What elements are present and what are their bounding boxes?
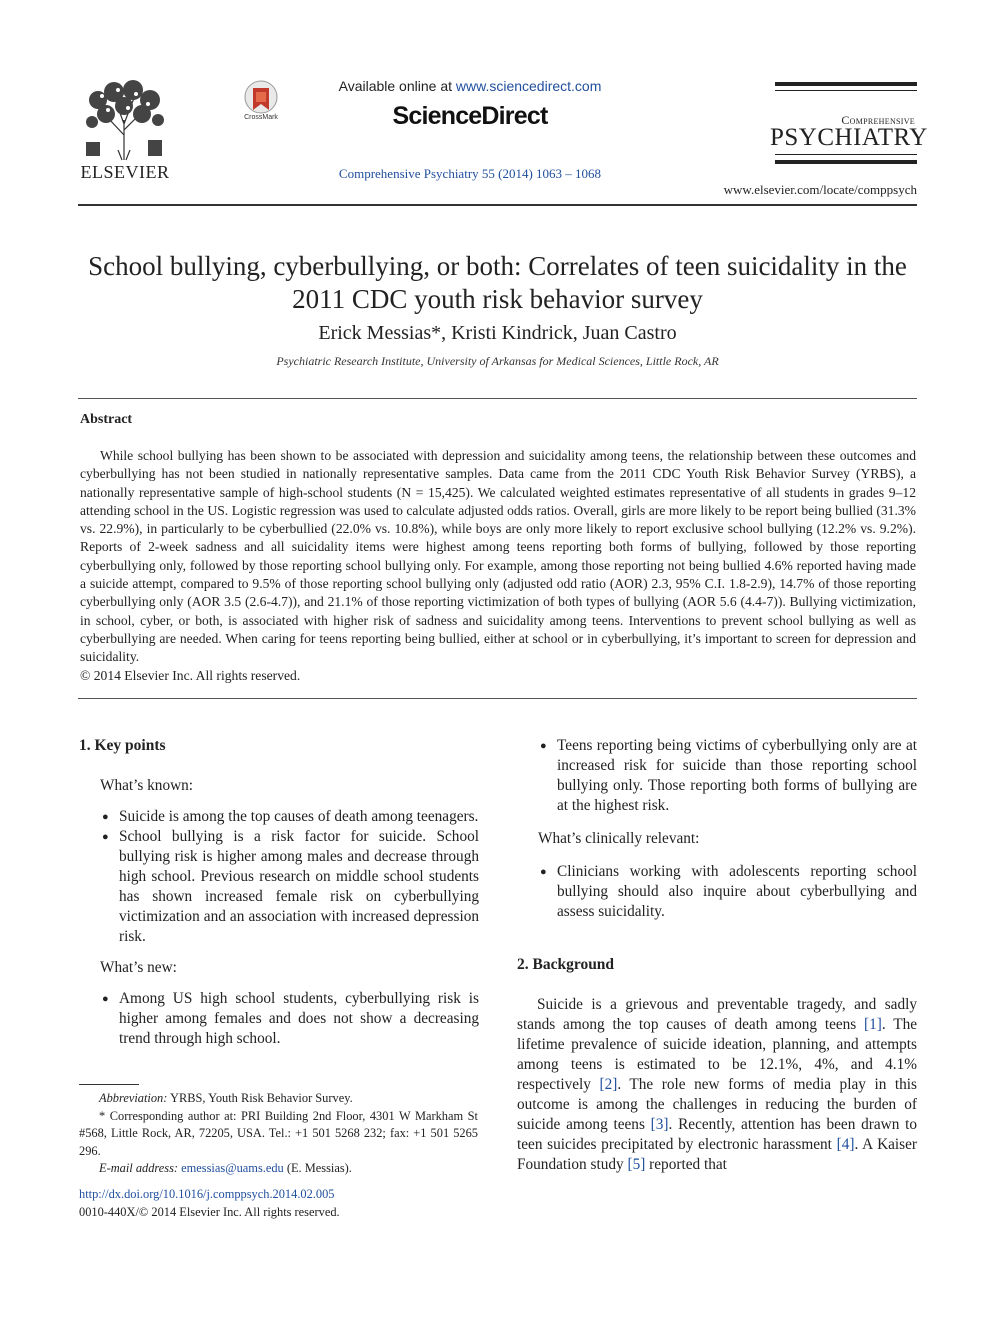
clinically-relevant-label: What’s clinically relevant: [538, 830, 700, 847]
issn-line: 0010-440X/© 2014 Elsevier Inc. All rights reserved. [79, 1204, 340, 1219]
clinically-relevant-list [517, 862, 917, 922]
available-online-line [300, 78, 640, 94]
whats-known-list [79, 807, 479, 947]
left-column [79, 736, 479, 1049]
journal-url[interactable]: www.elsevier.com/locate/comppsych [723, 182, 917, 197]
journal-logo-rule [775, 160, 917, 164]
email-suffix: (E. Messias). [283, 1161, 352, 1175]
available-prefix: Available online at [338, 78, 456, 94]
abstract-text: While school bullying has been shown to be associated with depression and suicidality among teens, the relationship between these outcomes and cyberbullying has not been studied in nationally representative samples. Data came from the 2011 CDC Youth Risk Behavior Survey (YRBS), a nationally representative sample of high-school students (N = 15,425). We calculated weighted estimates representative of all students in grades 9–12 attending school in the US. Logistic regression was used to calculate adjusted odds ratios. Overall, girls are more likely to be report being bullied (31.3% vs. 22.9%), in particularly to be cyberbullied (22.0% vs. 10.8%), while boys are only more likely to report exclusive school bullying (12.2% vs. 9.2%). Reports of 2-week sadness and all suicidality items were highest among teens reporting both forms of bullying, followed by those reporting cyberbullying only, followed by those reporting school bullying only. For example, among those reporting not being bullied 4.6% reported having made a suicide attempt, compared to 9.5% of those reporting school bullying only (adjusted odd ratio (AOR) 2.3, 95% C.I. 1.8-2.9), 14.7% of those reporting cyberbullying only (AOR 3.5 (2.6-4.7)), and 21.1% of those reporting victimization of both types of bullying (AOR 5.6 (4.4-7)). Bullying victimization, in school, cyber, or both, is associated with higher risk of sadness and suicidality among teens. Interventions to prevent school bullying as well as cyberbullying are needed. When caring for teens reporting being bullied, either at school or in cyberbullying, it’s important to screen for depression and suicidality. [80, 448, 916, 665]
background-text: Suicide is a grievous and preventable tragedy, and sadly stands among the top causes of death among teens [517, 996, 917, 1033]
list-item: ● Suicide is among the top causes of death among teenagers. [79, 807, 479, 827]
publisher-logo-text: ELSEVIER [80, 162, 170, 182]
journal-logo-rule [775, 90, 917, 91]
sciencedirect-link[interactable]: www.sciencedirect.com [455, 78, 602, 94]
email-footnote [79, 1160, 478, 1178]
whats-new-label: What’s new: [100, 959, 177, 976]
citation-link[interactable]: [4] [836, 1136, 855, 1153]
article-authors: Erick Messias*, Kristi Kindrick, Juan Castro [318, 322, 677, 344]
abbreviation-footnote [79, 1090, 478, 1108]
background-text: . The lifetime prevalence of suicide ideation, planning, and attempts among teens is estimated to be 12.1%, 4%, and 4.1% respectively [517, 1016, 918, 1093]
abbreviation-text: YRBS, Youth Risk Behavior Survey. [167, 1091, 353, 1105]
right-column [517, 736, 917, 1175]
email-label: E-mail address: [99, 1161, 179, 1175]
corresponding-author-footnote: * Corresponding author at: PRI Building 2nd Floor, 4301 W Markham St #568, Little Rock, AR, 72205, USA. Tel.: +1 501 5268 232; fax: +1 501 5265 296. [79, 1108, 478, 1158]
list-item: ● Teens reporting being victims of cyberbullying only are at increased risk for suicide than those reporting school bullying only. Those reporting both forms of bullying are at the highest risk. [517, 736, 917, 816]
citation-link[interactable]: [3] [650, 1116, 669, 1133]
list-item: ● Among US high school students, cyberbullying risk is higher among females and does not show a decreasing trend through high school. [79, 989, 479, 1049]
journal-logo-big: PSYCHIATRY [770, 124, 928, 151]
article-title: School bullying, cyberbullying, or both: Correlates of teen suicidality in the 2011 CDC youth risk behavior survey [88, 251, 907, 314]
footnotes [79, 1090, 478, 1178]
doi-link[interactable]: http://dx.doi.org/10.1016/j.comppsych.2014.02.005 [79, 1187, 335, 1201]
section-heading-key-points: 1. Key points [79, 737, 166, 754]
abstract-top-rule [78, 398, 917, 399]
list-item: ● Clinicians working with adolescents reporting school bullying should also inquire about cyberbullying and assess suicidality. [517, 862, 917, 922]
background-text: . A Kaiser Foundation study [517, 1136, 917, 1173]
abbreviation-label: Abbreviation: [99, 1091, 168, 1105]
background-paragraph [517, 995, 917, 1175]
doi-block [79, 1186, 478, 1221]
crossmark-label: CrossMark [244, 114, 278, 121]
journal-logo-rule [775, 154, 917, 155]
whats-new-list-continued [517, 736, 917, 816]
journal-logo-small: Comprehensive [841, 113, 915, 127]
abstract-body [80, 447, 916, 685]
citation-link[interactable]: [5] [627, 1156, 646, 1173]
abstract-bottom-rule [78, 698, 917, 699]
journal-logo-rule [775, 82, 917, 86]
background-text: reported that [645, 1156, 727, 1173]
sciencedirect-wordmark: ScienceDirect [392, 102, 548, 130]
author-affiliation: Psychiatric Research Institute, University of Arkansas for Medical Sciences, Little Rock, AR [276, 354, 719, 368]
journal-reference-link[interactable]: Comprehensive Psychiatry 55 (2014) 1063 – 1068 [338, 166, 602, 181]
whats-new-list [79, 989, 479, 1049]
header-divider [78, 204, 917, 206]
background-text: . The role new forms of media play in this outcome is among the challenges in reducing the burden of suicide among teens [517, 1076, 917, 1133]
email-link[interactable]: emessias@uams.edu [181, 1161, 284, 1175]
list-item: ● School bullying is a risk factor for suicide. School bullying risk is higher among males and decrease through high school. Previous research on middle school students has shown increased female risk on cyberbullying victimization and an association with increased depression risk. [79, 827, 479, 947]
citation-link[interactable]: [2] [599, 1076, 618, 1093]
whats-known-label: What’s known: [100, 777, 194, 794]
abstract-copyright: © 2014 Elsevier Inc. All rights reserved. [80, 667, 301, 683]
citation-link[interactable]: [1] [864, 1016, 882, 1033]
abstract-heading: Abstract [80, 412, 133, 427]
footnote-rule [79, 1084, 139, 1085]
section-heading-background: 2. Background [517, 956, 615, 973]
background-text: . Recently, attention has been drawn to teen suicides precipitated by electronic harassment [517, 1116, 917, 1153]
